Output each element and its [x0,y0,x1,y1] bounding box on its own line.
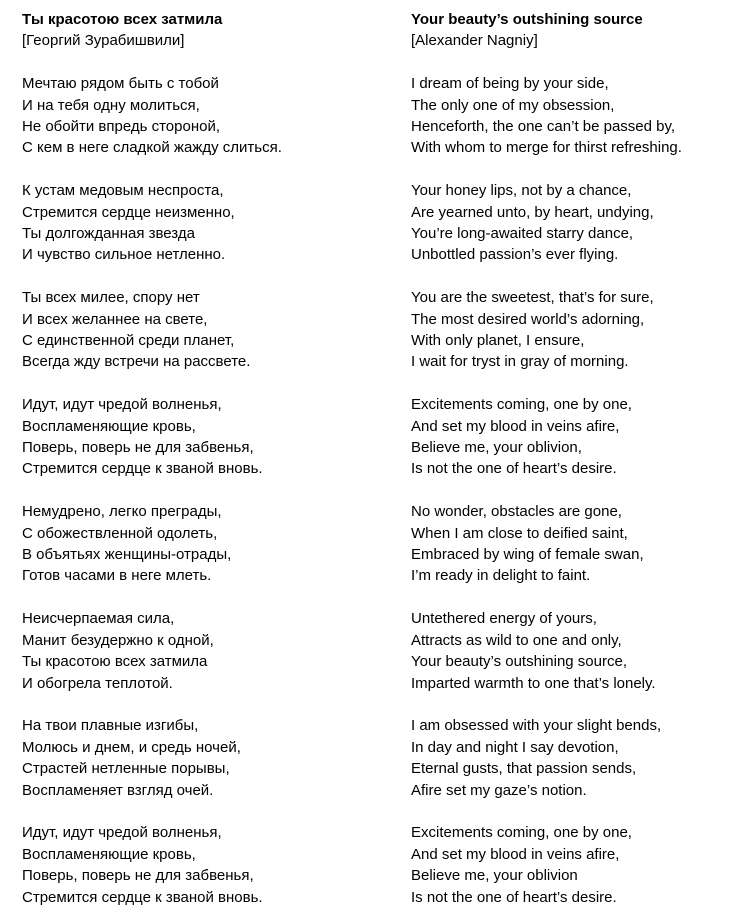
russian-line: В объятьях женщины-отрады, [22,546,232,564]
russian-line: Ты долгожданная звезда [22,225,195,243]
russian-line: Стремится сердце неизменно, [22,203,235,221]
english-line: The most desired world’s adorning, [411,310,645,328]
russian-line: Ты всех милее, спору нет [22,289,200,307]
russian-line: И всех желаннее на свете, [22,310,208,328]
english-line: Afire set my gaze’s notion. [411,781,587,799]
russian-line: Всегда жду встречи на рассвете. [22,353,251,371]
english-line: Believe me, your oblivion [411,867,578,885]
english-stanza-7 [411,715,731,801]
english-line: When I am close to deified saint, [411,524,628,542]
english-line: And set my blood in veins afire, [411,845,620,863]
english-stanza-8 [411,822,731,908]
russian-line: Ты красотою всех затмила [22,653,208,671]
russian-line: На твои плавные изгибы, [22,717,199,735]
english-line: In day and night I say devotion, [411,738,619,756]
english-line: You’re long-awaited starry dance, [411,225,634,243]
russian-stanza-1 [22,73,382,159]
russian-line: И обогрела теплотой. [22,674,173,692]
english-line: No wonder, obstacles are gone, [411,503,622,521]
english-line: Is not the one of heart’s desire. [411,888,617,906]
english-line: Attracts as wild to one and only, [411,631,622,649]
russian-line: И чувство сильное нетленно. [22,246,226,264]
english-poem [411,9,731,908]
english-line: With whom to merge for thirst refreshing. [411,139,682,157]
russian-line: Неисчерпаемая сила, [22,610,175,628]
russian-line: Манит безудержно к одной, [22,631,214,649]
russian-line: Воспламеняющие кровь, [22,417,196,435]
english-line: Imparted warmth to one that’s lonely. [411,674,656,692]
english-line: Excitements coming, one by one, [411,396,632,414]
russian-stanza-6 [22,608,382,694]
english-line: You are the sweetest, that’s for sure, [411,289,654,307]
russian-line: Воспламеняющие кровь, [22,845,196,863]
english-stanza-2 [411,180,731,266]
russian-stanza-4 [22,394,382,480]
russian-line: С единственной среди планет, [22,332,235,350]
russian-line: Поверь, поверь не для забвенья, [22,439,254,457]
english-line: I am obsessed with your slight bends, [411,717,662,735]
english-line: Unbottled passion’s ever flying. [411,246,619,264]
russian-stanza-7 [22,715,382,801]
russian-title: Ты красотою всех затмила [22,11,223,28]
english-line: I’m ready in delight to faint. [411,567,591,585]
english-stanza-3 [411,287,731,373]
russian-line: Немудрено, легко преграды, [22,503,222,521]
russian-line: Воспламеняет взгляд очей. [22,781,214,799]
english-stanza-6 [411,608,731,694]
russian-line: Не обойти впредь стороной, [22,118,220,136]
russian-line: Поверь, поверь не для забвенья, [22,867,254,885]
russian-line: Страстей нетленные порывы, [22,760,230,778]
english-stanza-4 [411,394,731,480]
russian-line: Молюсь и днем, и средь ночей, [22,738,241,756]
english-line: Untethered energy of yours, [411,610,597,628]
russian-stanza-2 [22,180,382,266]
russian-line: С кем в неге сладкой жажду слиться. [22,139,282,157]
english-line: I dream of being by your side, [411,75,609,93]
russian-line: С обожествленной одолеть, [22,524,218,542]
english-line: The only one of my obsession, [411,96,615,114]
english-stanza-1 [411,73,731,159]
russian-line: Готов часами в неге млеть. [22,567,212,585]
english-line: With only planet, I ensure, [411,332,585,350]
english-line: Eternal gusts, that passion sends, [411,760,637,778]
russian-stanza-3 [22,287,382,373]
russian-line: Мечтаю рядом быть с тобой [22,75,219,93]
english-line: Your beauty’s outshining source, [411,653,627,671]
english-line: And set my blood in veins afire, [411,417,620,435]
russian-line: Идут, идут чредой волненья, [22,396,222,414]
english-line: Henceforth, the one can’t be passed by, [411,118,676,136]
english-stanza-5 [411,501,731,587]
russian-line: Стремится сердце к званой вновь. [22,460,263,478]
russian-stanza-5 [22,501,382,587]
english-line: I wait for tryst in gray of morning. [411,353,629,371]
russian-author: [Георгий Зурабишвили] [22,32,185,50]
english-line: Are yearned unto, by heart, undying, [411,203,654,221]
russian-line: К устам медовым неспроста, [22,182,224,200]
russian-poem [22,9,382,908]
english-line: Excitements coming, one by one, [411,824,632,842]
russian-stanza-8 [22,822,382,908]
russian-line: Идут, идут чредой волненья, [22,824,222,842]
russian-line: И на тебя одну молиться, [22,96,200,114]
english-line: Embraced by wing of female swan, [411,546,644,564]
english-line: Believe me, your oblivion, [411,439,582,457]
russian-line: Стремится сердце к званой вновь. [22,888,263,906]
english-line: Is not the one of heart’s desire. [411,460,617,478]
english-author: [Alexander Nagniy] [411,32,538,50]
english-line: Your honey lips, not by a chance, [411,182,632,200]
english-title: Your beauty’s outshining source [411,11,643,28]
